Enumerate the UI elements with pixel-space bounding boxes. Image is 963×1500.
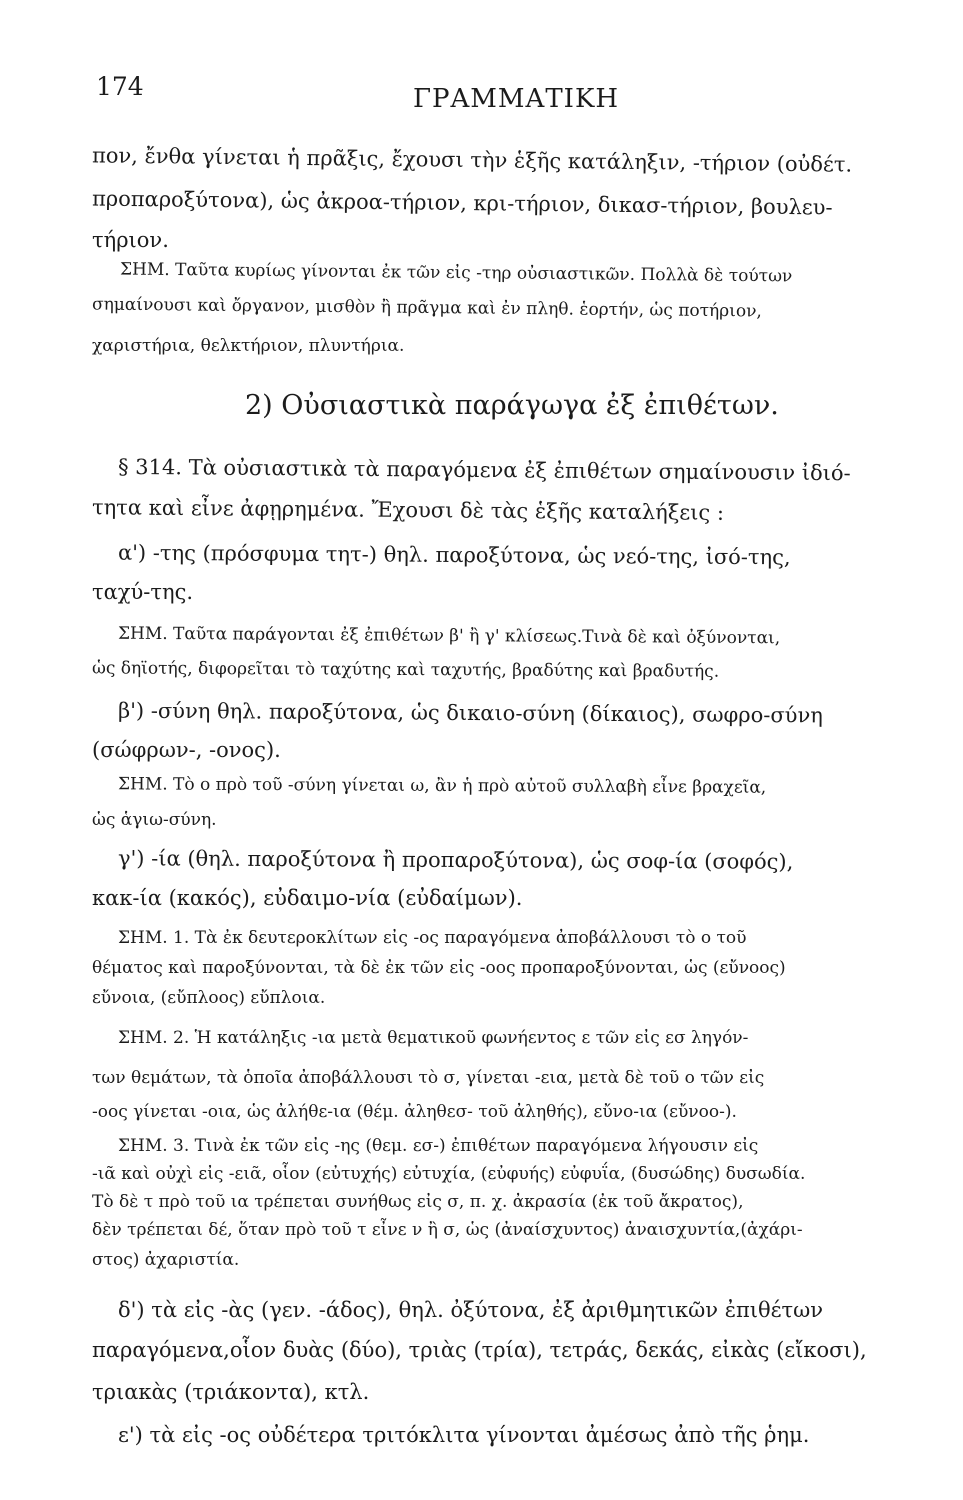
note-line: ΣΗΜ. 1. Τὰ ἐκ δευτεροκλίτων εἰς -ος παραγόμενα ἀποβάλλουσι τὸ ο τοῦ — [118, 928, 747, 948]
paragraph-line: ταχύ-της. — [92, 580, 194, 604]
paragraph-line: κακ-ία (κακός), εὐδαιμο-νία (εὐδαίμων). — [92, 886, 523, 910]
paragraph-line: ε') τὰ εἰς -ος οὐδέτερα τριτόκλιτα γίνονται ἀμέσως ἀπὸ τῆς ῥημ. — [118, 1423, 810, 1447]
note-line: θέματος καὶ παροξύνονται, τὰ δὲ ἐκ τῶν εἰς -οος προπαροξύνονται, ὡς (εὔνοος) — [92, 958, 786, 978]
paragraph-line: τριακὰς (τριάκοντα), κτλ. — [92, 1380, 370, 1404]
paragraph-line: παραγόμενα,οἷον δυὰς (δύο), τριὰς (τρία), τετράς, δεκάς, εἰκὰς (εἴκοσι), — [92, 1338, 867, 1362]
note-line: σημαίνουσι καὶ ὄργανον, μισθὸν ἢ πρᾶγμα καὶ ἐν πληθ. ἑορτήν, ὡς ποτήριον, — [91, 294, 762, 322]
note-line: στος) ἀχαριστία. — [92, 1250, 240, 1270]
note-line: χαριστήρια, θελκτήριον, πλυντήρια. — [92, 336, 405, 356]
text-line: πον, ἔνθα γίνεται ἡ πρᾶξις, ἔχουσι τὴν ἑξῆς κατάληξιν, -τήριον (οὐδέτ. — [91, 143, 853, 177]
note-line: των θεμάτων, τὰ ὁποῖα ἀποβάλλουσι τὸ σ, γίνεται -εια, μετὰ δὲ τοῦ ο τῶν εἰς — [92, 1068, 765, 1088]
text-line: τήριον. — [92, 228, 169, 252]
running-head: ΓΡΑΜΜΑΤΙΚΗ — [413, 84, 620, 114]
note-line: ΣΗΜ. 3. Τινὰ ἐκ τῶν εἰς -ης (θεμ. εσ-) ἐπιθέτων παραγόμενα λήγουσιν εἰς — [118, 1136, 759, 1156]
section-heading: 2) Οὐσιαστικὰ παράγωγα ἐξ ἐπιθέτων. — [245, 390, 779, 421]
page-number: 174 — [96, 72, 144, 101]
note-line: ΣΗΜ. Ταῦτα κυρίως γίνονται ἐκ τῶν εἰς -τηρ οὐσιαστικῶν. Πολλὰ δὲ τούτων — [119, 259, 793, 287]
paragraph-line: α') -της (πρόσφυμα τητ-) θηλ. παροξύτονα, ὡς νεό-της, ἰσό-της, — [117, 540, 791, 570]
note-line: ὡς ἁγιω-σύνη. — [92, 810, 217, 830]
note-line: ΣΗΜ. Τὸ ο πρὸ τοῦ -σύνη γίνεται ω, ἂν ἡ πρὸ αὐτοῦ συλλαβὴ εἶνε βραχεῖα, — [117, 774, 767, 798]
note-line: -οος γίνεται -οια, ὡς ἀλήθε-ια (θέμ. ἀληθεσ- τοῦ ἀληθής), εὔνο-ια (εὔνοο-). — [92, 1102, 737, 1122]
paragraph-line: γ') -ία (θηλ. παροξύτονα ἢ προπαροξύτονα), ὡς σοφ-ία (σοφός), — [117, 846, 794, 874]
paragraph-line: β') -σύνη θηλ. παροξύτονα, ὡς δικαιο-σύνη (δίκαιος), σωφρο-σύνη — [117, 698, 823, 728]
note-line: ὡς δηϊοτής, διφορεῖται τὸ ταχύτης καὶ ταχυτής, βραδύτης καὶ βραδυτής. — [91, 658, 720, 682]
note-line: ΣΗΜ. 2. Ἡ κατάληξις -ια μετὰ θεματικοῦ φωνήεντος ε τῶν εἰς εσ ληγόν- — [118, 1028, 749, 1048]
note-line: -ιᾶ καὶ οὐχὶ εἰς -ειᾶ, οἷον (εὐτυχής) εὐτυχία, (εὐφυής) εὐφυΐα, (δυσώδης) δυσωδία. — [92, 1164, 806, 1184]
note-line: Τὸ δὲ τ πρὸ τοῦ ια τρέπεται συνήθως εἰς σ, π. χ. ἀκρασία (ἐκ τοῦ ἄκρατος), — [92, 1192, 744, 1212]
paragraph-line: (σώφρων-, -ονος). — [92, 738, 281, 762]
paragraph-line: τητα καὶ εἶνε ἀφῃρημένα. Ἔχουσι δὲ τὰς ἑξῆς καταλήξεις : — [91, 495, 725, 525]
note-line: δὲν τρέπεται δέ, ὅταν πρὸ τοῦ τ εἶνε ν ἢ σ, ὡς (ἀναίσχυντος) ἀναισχυντία,(ἀχάρι- — [92, 1220, 803, 1240]
note-line: εὔνοια, (εὔπλοος) εὔπλοια. — [92, 988, 326, 1008]
paragraph-line: § 314. Τὰ οὐσιαστικὰ τὰ παραγόμενα ἐξ ἐπιθέτων σημαίνουσιν ἰδιό- — [117, 454, 851, 486]
note-line: ΣΗΜ. Ταῦτα παράγονται ἐξ ἐπιθέτων β' ἢ γ' κλίσεως.Τινὰ δὲ καὶ ὀξύνονται, — [117, 623, 781, 649]
text-line: προπαροξύτονα), ὡς ἀκροα-τήριον, κρι-τήριον, δικασ-τήριον, βουλευ- — [91, 186, 833, 220]
paragraph-line: δ') τὰ εἰς -ὰς (γεν. -άδος), θηλ. ὀξύτονα, ἐξ ἀριθμητικῶν ἐπιθέτων — [118, 1298, 824, 1322]
